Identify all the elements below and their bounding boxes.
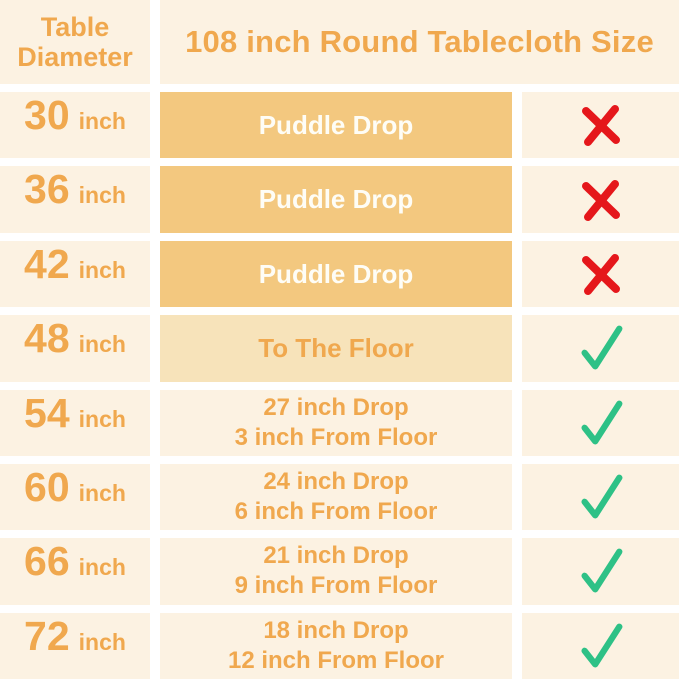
diameter-cell-72 xyxy=(0,613,150,679)
suitability-cell-36 xyxy=(522,166,679,232)
fit-text-line1: 18 inch Drop xyxy=(263,616,409,644)
diameter-cell-54 xyxy=(0,390,150,456)
fit-text: To The Floor xyxy=(258,333,414,364)
diameter-cell-30 xyxy=(0,92,150,158)
header-diameter-line2: Diameter xyxy=(17,42,133,72)
diameter-value: 48 xyxy=(24,315,70,362)
fit-text-line1: 24 inch Drop xyxy=(263,468,409,496)
diameter-unit: inch xyxy=(78,479,126,506)
fit-text-line1: 27 inch Drop xyxy=(263,393,409,421)
suitability-cell-48 xyxy=(522,315,679,381)
suitability-cell-72 xyxy=(522,613,679,679)
diameter-unit: inch xyxy=(78,331,126,358)
header-table-diameter xyxy=(0,0,150,84)
check-icon xyxy=(574,470,628,524)
diameter-value: 60 xyxy=(24,463,70,510)
diameter-cell-66 xyxy=(0,538,150,604)
diameter-value: 72 xyxy=(24,612,70,659)
diameter-unit: inch xyxy=(78,256,126,283)
fit-cell-60 xyxy=(160,464,512,530)
cross-icon xyxy=(577,178,625,222)
diameter-value: 36 xyxy=(24,166,70,213)
suitability-cell-30 xyxy=(522,92,679,158)
suitability-cell-60 xyxy=(522,464,679,530)
suitability-cell-42 xyxy=(522,241,679,307)
fit-text: Puddle Drop xyxy=(258,184,414,215)
diameter-cell-60 xyxy=(0,464,150,530)
header-diameter-line1: Table xyxy=(40,11,110,42)
fit-cell-48 xyxy=(160,315,512,381)
diameter-unit: inch xyxy=(78,182,126,209)
fit-text: Puddle Drop xyxy=(258,109,414,140)
diameter-cell-48 xyxy=(0,315,150,381)
check-icon xyxy=(574,321,628,375)
diameter-unit: inch xyxy=(78,628,126,655)
fit-text-line1: 21 inch Drop xyxy=(263,542,409,570)
suitability-cell-54 xyxy=(522,390,679,456)
diameter-unit: inch xyxy=(78,405,126,432)
fit-cell-30 xyxy=(160,92,512,158)
diameter-unit: inch xyxy=(78,108,126,134)
fit-cell-42 xyxy=(160,241,512,307)
check-icon xyxy=(574,396,628,450)
diameter-unit: inch xyxy=(78,554,126,581)
diameter-value: 30 xyxy=(24,92,70,138)
diameter-cell-36 xyxy=(0,166,150,232)
check-icon xyxy=(574,544,628,598)
header-title: 108 inch Round Tablecloth Size xyxy=(160,0,679,84)
diameter-cell-42 xyxy=(0,241,150,307)
cross-icon xyxy=(577,103,625,147)
fit-text-line2: 6 inch From Floor xyxy=(234,498,438,526)
suitability-cell-66 xyxy=(522,538,679,604)
fit-cell-72 xyxy=(160,613,512,679)
fit-cell-36 xyxy=(160,166,512,232)
diameter-value: 54 xyxy=(24,389,70,436)
diameter-value: 42 xyxy=(24,240,70,287)
fit-text-line2: 3 inch From Floor xyxy=(234,423,438,451)
fit-text-line2: 12 inch From Floor xyxy=(227,646,445,674)
cross-icon xyxy=(577,252,625,296)
fit-cell-54 xyxy=(160,390,512,456)
diameter-value: 66 xyxy=(24,538,70,585)
fit-text-line2: 9 inch From Floor xyxy=(234,572,438,600)
fit-cell-66 xyxy=(160,538,512,604)
fit-text: Puddle Drop xyxy=(258,258,414,289)
check-icon xyxy=(574,619,628,673)
